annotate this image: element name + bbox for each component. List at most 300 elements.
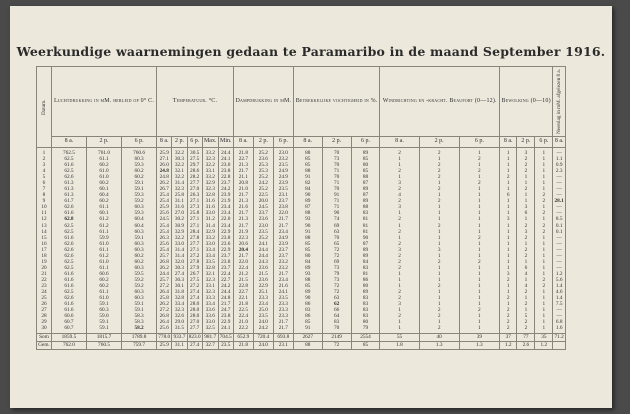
value-cell: 2 xyxy=(380,289,419,295)
value-cell: 23.2 xyxy=(273,156,293,162)
value-cell: 1 xyxy=(499,253,516,259)
value-cell: 1 xyxy=(380,283,419,289)
value-cell: 2 xyxy=(419,162,459,168)
value-cell: 61.3 xyxy=(51,180,86,186)
value-cell: 60.2 xyxy=(122,168,157,174)
value-cell: 1.6 xyxy=(553,325,566,334)
value-cell: 1 xyxy=(380,162,419,168)
value-cell: 33.2 xyxy=(202,235,218,241)
value-cell: 28.0 xyxy=(187,301,202,307)
value-cell: 60.1 xyxy=(86,186,121,192)
value-cell: 21.7 xyxy=(233,253,253,259)
value-cell: 60.3 xyxy=(122,241,157,247)
value-cell: 90 xyxy=(293,192,322,198)
value-cell: 21.8 xyxy=(233,147,253,156)
value-cell: 22.0 xyxy=(233,259,253,265)
value-cell: 1 xyxy=(499,180,516,186)
header-pressure: Luchtdrukking in mM. herleid op 0° C. xyxy=(51,67,156,137)
totals-value: 652.9 xyxy=(233,334,253,342)
totals-value: 37 xyxy=(499,334,516,342)
value-cell: 2 xyxy=(535,192,553,198)
subheader-cell: 8 a. xyxy=(157,136,172,147)
value-cell: 27.0 xyxy=(187,319,202,325)
value-cell: 1 xyxy=(535,180,553,186)
value-cell: 88 xyxy=(293,147,322,156)
value-cell: 90 xyxy=(351,235,380,241)
totals-value: 77 xyxy=(517,334,535,342)
value-cell: 23.8 xyxy=(218,313,233,319)
value-cell: 1 xyxy=(499,301,516,307)
value-cell: 2 xyxy=(380,295,419,301)
value-cell: 81 xyxy=(351,216,380,222)
means-value: 32.7 xyxy=(202,342,218,350)
value-cell: 1 xyxy=(499,235,516,241)
subheader-cell: 2 p. xyxy=(322,136,351,147)
value-cell: 1 xyxy=(380,235,419,241)
value-cell: 60.2 xyxy=(86,162,121,168)
value-cell: 60.2 xyxy=(86,198,121,204)
totals-value: 2149 xyxy=(322,334,351,342)
value-cell: 22.5 xyxy=(253,192,273,198)
value-cell: 28.6 xyxy=(187,168,202,174)
value-cell: 59.1 xyxy=(122,186,157,192)
value-cell: 1 xyxy=(535,325,553,334)
totals-value: 720.4 xyxy=(253,334,273,342)
value-cell: 85 xyxy=(293,247,322,253)
value-cell: 65 xyxy=(322,241,351,247)
day-cell: 24 xyxy=(37,289,52,295)
value-cell: 2 xyxy=(499,174,516,180)
value-cell: 31.1 xyxy=(172,198,187,204)
value-cell: — xyxy=(553,186,566,192)
value-cell: 59.1 xyxy=(86,319,121,325)
value-cell: 1 xyxy=(535,216,553,222)
value-cell: 72 xyxy=(322,247,351,253)
value-cell: 83 xyxy=(351,313,380,319)
value-cell: 1 xyxy=(380,174,419,180)
value-cell: 2 xyxy=(517,301,535,307)
value-cell: 24.8 xyxy=(157,168,172,174)
value-cell: 24.4 xyxy=(218,147,233,156)
value-cell: 25.4 xyxy=(157,192,172,198)
value-cell: 4 xyxy=(380,192,419,198)
day-cell: 29 xyxy=(37,319,52,325)
value-cell: 32.9 xyxy=(202,229,218,235)
value-cell: 23.4 xyxy=(273,229,293,235)
means-value xyxy=(553,342,566,350)
value-cell: 32.3 xyxy=(202,186,218,192)
value-cell: 25.8 xyxy=(172,192,187,198)
value-cell: 25.4 xyxy=(157,198,172,204)
value-cell: 23.7 xyxy=(218,253,233,259)
value-cell: 62.5 xyxy=(51,168,86,174)
value-cell: 31.6 xyxy=(172,204,187,210)
value-cell: 1 xyxy=(517,216,535,222)
value-cell: 70 xyxy=(322,325,351,334)
value-cell: 1 xyxy=(517,192,535,198)
value-cell: 60.2 xyxy=(122,259,157,265)
value-cell: 59.1 xyxy=(86,301,121,307)
value-cell: 2 xyxy=(499,313,516,319)
value-cell: 28.1 xyxy=(554,198,564,205)
value-cell: 25.3 xyxy=(253,168,273,174)
value-cell: 27.1 xyxy=(187,198,202,204)
value-cell: 61.6 xyxy=(51,277,86,283)
value-cell: 62.5 xyxy=(51,259,86,265)
value-cell: 22.4 xyxy=(233,313,253,319)
value-cell: 32.3 xyxy=(172,307,187,313)
value-cell: 61.1 xyxy=(86,265,121,271)
value-cell: 1 xyxy=(419,295,459,301)
means-value: 24.0 xyxy=(253,342,273,350)
value-cell: 1 xyxy=(517,295,535,301)
value-cell: 2 xyxy=(419,325,459,334)
value-cell: 2 xyxy=(517,168,535,174)
value-cell: 2 xyxy=(517,325,535,334)
value-cell: 90 xyxy=(293,295,322,301)
day-cell: 10 xyxy=(37,204,52,210)
value-cell: 84 xyxy=(293,259,322,265)
value-cell: 26.3 xyxy=(187,192,202,198)
value-cell: 25.6 xyxy=(157,241,172,247)
subheader-cell: 8 a. xyxy=(233,136,253,147)
value-cell: 24.9 xyxy=(273,174,293,180)
value-cell: 82 xyxy=(293,180,322,186)
value-cell: 1 xyxy=(459,223,499,229)
value-cell: 93 xyxy=(293,271,322,277)
value-cell: 60.7 xyxy=(51,325,86,334)
value-cell: 3 xyxy=(419,247,459,253)
value-cell: 61.1 xyxy=(86,289,121,295)
value-cell: 1 xyxy=(535,271,553,277)
value-cell: 61.0 xyxy=(86,259,121,265)
subheader-cell: 2 p. xyxy=(253,136,273,147)
value-cell: 1 xyxy=(459,283,499,289)
value-cell: 1 xyxy=(535,235,553,241)
value-cell: 28.0 xyxy=(187,307,202,313)
value-cell: 33.0 xyxy=(172,241,187,247)
value-cell: 69 xyxy=(322,223,351,229)
value-cell: 22.8 xyxy=(233,283,253,289)
value-cell: 21.0 xyxy=(233,186,253,192)
value-cell: 6 xyxy=(517,265,535,271)
value-cell: 20.8 xyxy=(233,180,253,186)
value-cell: 2 xyxy=(535,277,553,283)
value-cell: 22.7 xyxy=(233,289,253,295)
value-cell: 1 xyxy=(459,162,499,168)
value-cell: 2 xyxy=(459,180,499,186)
means-value: 23.5 xyxy=(218,342,233,350)
value-cell: 22.9 xyxy=(218,229,233,235)
value-cell: 1 xyxy=(459,277,499,283)
value-cell: 30.3 xyxy=(172,277,187,283)
value-cell: 32.2 xyxy=(172,147,187,156)
value-cell: 23.8 xyxy=(218,259,233,265)
header-rain: Neerslag in mM. afgelezen 8 a. xyxy=(553,67,566,137)
value-cell: 1 xyxy=(459,241,499,247)
value-cell: 59.2 xyxy=(122,277,157,283)
value-cell: 33.6 xyxy=(202,313,218,319)
value-cell: 23.9 xyxy=(273,241,293,247)
totals-value: 40 xyxy=(419,334,459,342)
value-cell: 61.1 xyxy=(86,156,121,162)
value-cell: 23.9 xyxy=(273,180,293,186)
value-cell: 3 xyxy=(380,301,419,307)
value-cell: 24.1 xyxy=(273,289,293,295)
value-cell: 28.0 xyxy=(187,313,202,319)
value-cell: 30.5 xyxy=(187,147,202,156)
value-cell: 88 xyxy=(351,204,380,210)
value-cell: 30.1 xyxy=(172,283,187,289)
table-row xyxy=(37,147,566,156)
day-cell: 16 xyxy=(37,241,52,247)
value-cell: 60.2 xyxy=(86,180,121,186)
value-cell: 27.2 xyxy=(187,253,202,259)
value-cell: 22.4 xyxy=(233,265,253,271)
value-cell: 23.8 xyxy=(273,204,293,210)
day-cell: 18 xyxy=(37,253,52,259)
value-cell: 26.2 xyxy=(157,265,172,271)
value-cell: 62.5 xyxy=(51,223,86,229)
value-cell: 27.8 xyxy=(187,235,202,241)
value-cell: 60.2 xyxy=(122,253,157,259)
value-cell: 1 xyxy=(459,229,499,235)
value-cell: 1.4 xyxy=(553,283,566,289)
value-cell: 33.1 xyxy=(202,168,218,174)
value-cell: 32.3 xyxy=(202,289,218,295)
value-cell: 31.8 xyxy=(172,289,187,295)
value-cell: 1 xyxy=(499,156,516,162)
means-value: 1.3 xyxy=(459,342,499,350)
value-cell: 25.2 xyxy=(253,174,273,180)
value-cell: 85 xyxy=(293,241,322,247)
subheader-cell: 8 a. xyxy=(553,136,566,147)
value-cell: 60.6 xyxy=(86,271,121,277)
value-cell: 2 xyxy=(535,210,553,216)
value-cell: 27.9 xyxy=(187,265,202,271)
value-cell: 2 xyxy=(380,229,419,235)
day-cell: 22 xyxy=(37,277,52,283)
value-cell: 30.3 xyxy=(172,265,187,271)
value-cell: 80 xyxy=(293,253,322,259)
header-datum: Datum. xyxy=(37,67,52,148)
value-cell: 32.6 xyxy=(172,313,187,319)
value-cell: 71 xyxy=(322,180,351,186)
value-cell: 21.3 xyxy=(233,162,253,168)
value-cell: 91 xyxy=(293,325,322,334)
value-cell: 3 xyxy=(517,147,535,156)
value-cell: — xyxy=(553,180,566,186)
value-cell: 1 xyxy=(535,319,553,325)
value-cell: 85 xyxy=(293,162,322,168)
value-cell: 71 xyxy=(322,198,351,204)
value-cell: 22.0 xyxy=(273,210,293,216)
value-cell: 1 xyxy=(419,192,459,198)
value-cell: 58.2 xyxy=(122,325,157,334)
value-cell: 22.9 xyxy=(218,319,233,325)
value-cell: 22.8 xyxy=(218,174,233,180)
value-cell: 2 xyxy=(380,253,419,259)
value-cell: 1 xyxy=(499,210,516,216)
value-cell: 60.3 xyxy=(122,204,157,210)
value-cell: 61.1 xyxy=(86,247,121,253)
value-cell: 60.3 xyxy=(122,247,157,253)
means-value: 1.2 xyxy=(499,342,516,350)
value-cell: 85 xyxy=(293,319,322,325)
value-cell: 32.3 xyxy=(172,186,187,192)
value-cell: 62.5 xyxy=(51,289,86,295)
value-cell: 72 xyxy=(322,283,351,289)
value-cell: 6 xyxy=(499,192,516,198)
value-cell: 1 xyxy=(459,174,499,180)
value-cell: 31.5 xyxy=(172,325,187,334)
value-cell: 62.5 xyxy=(51,265,86,271)
value-cell: 22.0 xyxy=(218,216,233,222)
value-cell: 89 xyxy=(351,247,380,253)
value-cell: 24.7 xyxy=(218,307,233,313)
value-cell: 2 xyxy=(419,313,459,319)
day-cell: 23 xyxy=(37,283,52,289)
totals-row xyxy=(37,334,566,342)
totals-label: Som xyxy=(37,334,52,342)
value-cell: 27.1 xyxy=(187,223,202,229)
value-cell: — xyxy=(553,204,566,210)
value-cell: 60.6 xyxy=(51,313,86,319)
value-cell: 1 xyxy=(419,277,459,283)
means-value: 27.4 xyxy=(187,342,202,350)
value-cell: 4 xyxy=(517,271,535,277)
value-cell: 27.4 xyxy=(187,289,202,295)
value-cell: 30.2 xyxy=(172,216,187,222)
value-cell: 26.8 xyxy=(157,313,172,319)
value-cell: 1 xyxy=(419,216,459,222)
value-cell: 1 xyxy=(499,198,516,204)
value-cell: 25.7 xyxy=(157,277,172,283)
value-cell: 1 xyxy=(459,271,499,277)
value-cell: 3 xyxy=(499,271,516,277)
value-cell: 60.2 xyxy=(122,174,157,180)
value-cell: 33.0 xyxy=(202,319,218,325)
value-cell: 24.4 xyxy=(253,247,273,253)
value-cell: 60.3 xyxy=(122,229,157,235)
value-cell: 21.0 xyxy=(233,319,253,325)
value-cell: 1 xyxy=(499,204,516,210)
means-value: 31.1 xyxy=(172,342,187,350)
value-cell: 83 xyxy=(351,295,380,301)
means-value: 23.1 xyxy=(273,342,293,350)
means-value: 759.7 xyxy=(122,342,157,350)
value-cell: 23.8 xyxy=(218,235,233,241)
value-cell: 26.2 xyxy=(157,301,172,307)
value-cell: 1 xyxy=(380,223,419,229)
value-cell: 27.2 xyxy=(157,283,172,289)
value-cell: 61.6 xyxy=(51,210,86,216)
value-cell: 90 xyxy=(293,223,322,229)
value-cell: 2 xyxy=(419,283,459,289)
value-cell: 1 xyxy=(535,156,553,162)
day-cell: 17 xyxy=(37,247,52,253)
value-cell: 60.3 xyxy=(86,307,121,313)
value-cell: 26.8 xyxy=(157,259,172,265)
value-cell: 32.2 xyxy=(202,162,218,168)
value-cell: 33.2 xyxy=(202,147,218,156)
value-cell: 1 xyxy=(419,301,459,307)
totals-value: 933.7 xyxy=(173,334,186,341)
value-cell: 1 xyxy=(380,210,419,216)
day-cell: 30 xyxy=(37,325,52,334)
value-cell: 1 xyxy=(419,204,459,210)
value-cell: 89 xyxy=(351,253,380,259)
value-cell: 1 xyxy=(535,186,553,192)
value-cell: 5 xyxy=(517,313,535,319)
value-cell: 66 xyxy=(322,307,351,313)
value-cell: 1 xyxy=(535,307,553,313)
value-cell: 24.9 xyxy=(273,235,293,241)
value-cell: 30.9 xyxy=(172,223,187,229)
value-cell: 1.2 xyxy=(553,271,566,277)
value-cell: — xyxy=(553,241,566,247)
value-cell: 2 xyxy=(419,307,459,313)
value-cell: 86 xyxy=(293,301,322,307)
value-cell: 33.6 xyxy=(202,307,218,313)
value-cell: 23.7 xyxy=(253,210,273,216)
totals-value: 39 xyxy=(459,334,499,342)
value-cell: — xyxy=(553,210,566,216)
value-cell: 31.4 xyxy=(172,180,187,186)
means-value: 2.6 xyxy=(517,342,535,350)
value-cell: 83 xyxy=(351,265,380,271)
value-cell: 1 xyxy=(459,319,499,325)
value-cell: 24.1 xyxy=(218,325,233,334)
value-cell: 87 xyxy=(293,204,322,210)
value-cell: 33.4 xyxy=(172,301,187,307)
value-cell: 2 xyxy=(517,247,535,253)
value-cell: 60.4 xyxy=(122,216,157,222)
value-cell: 1 xyxy=(380,319,419,325)
value-cell: 1.1 xyxy=(553,156,566,162)
subheader-cell: 6 p. xyxy=(459,136,499,147)
value-cell: — xyxy=(553,235,566,241)
value-cell: 32.8 xyxy=(202,265,218,271)
value-cell: 1 xyxy=(419,241,459,247)
value-cell: 27.2 xyxy=(157,307,172,313)
value-cell: 61.2 xyxy=(86,216,121,222)
value-cell: 1 xyxy=(459,186,499,192)
table-row xyxy=(37,325,566,334)
value-cell: 33.3 xyxy=(202,295,218,301)
value-cell: 23.4 xyxy=(273,277,293,283)
value-cell: 24.3 xyxy=(253,259,273,265)
value-cell: 88 xyxy=(293,210,322,216)
value-cell: 23.2 xyxy=(273,259,293,265)
value-cell: 24.8 xyxy=(157,174,172,180)
value-cell: 2 xyxy=(499,307,516,313)
value-cell: 1 xyxy=(459,204,499,210)
value-cell: 23.3 xyxy=(253,295,273,301)
value-cell: 70 xyxy=(322,174,351,180)
subheader-cell: 8 a. xyxy=(499,136,516,147)
value-cell: 61.1 xyxy=(86,204,121,210)
means-value: 762.0 xyxy=(51,342,86,350)
value-cell: 1 xyxy=(535,295,553,301)
value-cell: 1 xyxy=(459,192,499,198)
value-cell: 2 xyxy=(499,325,516,334)
value-cell: 24.0 xyxy=(253,319,273,325)
value-cell: 22.7 xyxy=(233,156,253,162)
value-cell: 59.3 xyxy=(122,192,157,198)
value-cell: 59.1 xyxy=(122,180,157,186)
value-cell: 63 xyxy=(322,295,351,301)
